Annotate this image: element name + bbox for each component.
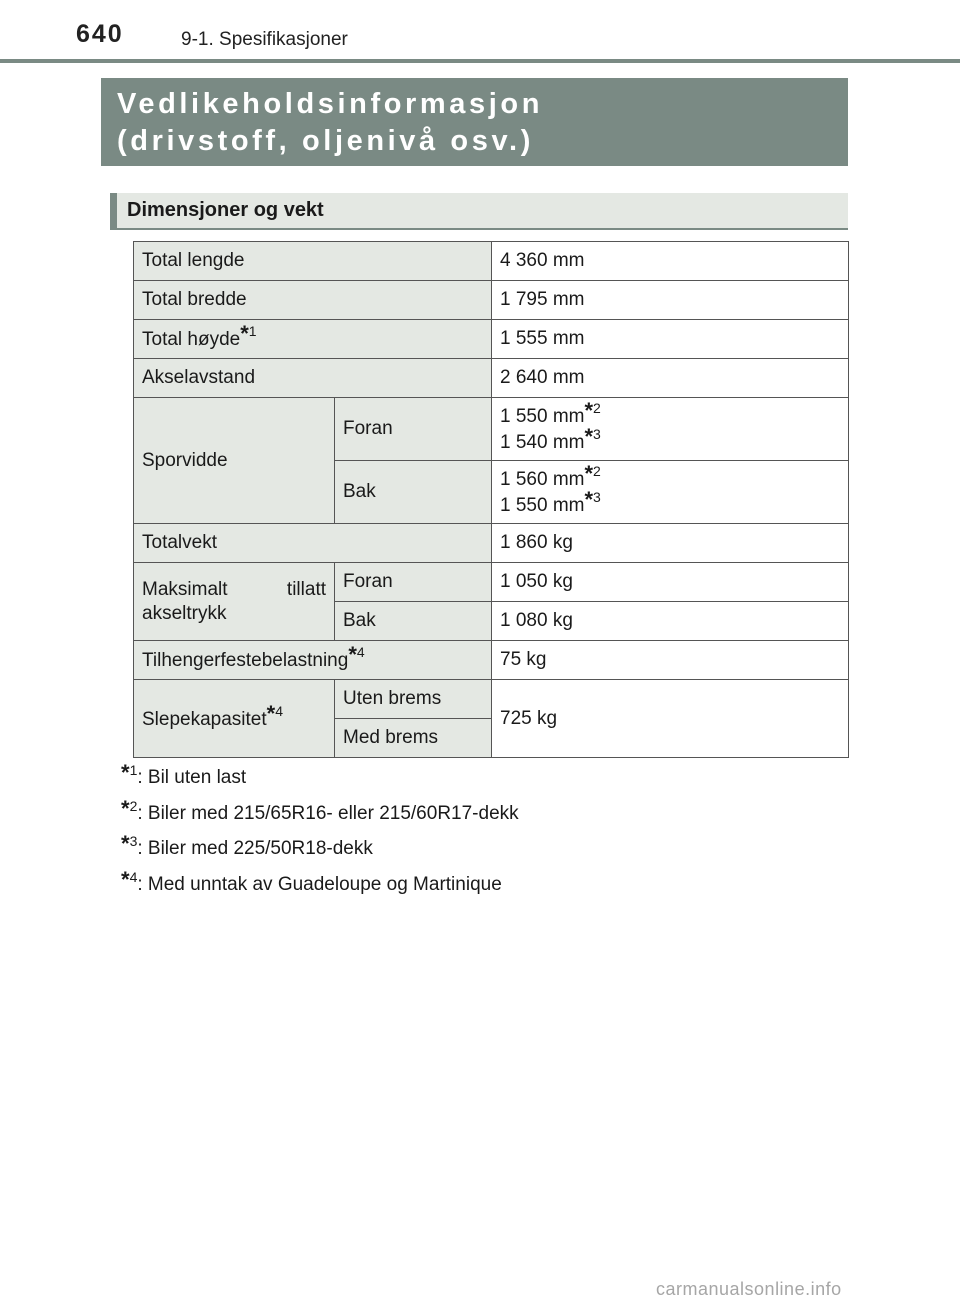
footnote-star: * bbox=[121, 866, 130, 892]
table-row bbox=[134, 320, 849, 359]
row-value: 1 560 mm*$^2$ 1 550 mm*$^3$ bbox=[492, 461, 849, 524]
table-row bbox=[134, 641, 849, 680]
section-heading bbox=[110, 193, 848, 230]
row-label: Maksimalt tillatt akseltrykk bbox=[134, 563, 335, 641]
section-heading-text: Dimensjoner og vekt bbox=[127, 199, 324, 221]
footnote bbox=[121, 831, 841, 867]
row-label: Total høyde*$^1$ bbox=[134, 320, 492, 359]
sub-label: Uten brems bbox=[335, 680, 492, 719]
sub-label: Bak bbox=[335, 602, 492, 641]
footnote-star: * bbox=[266, 700, 276, 726]
row-value: 725 kg bbox=[492, 680, 849, 758]
header-rule bbox=[0, 59, 960, 63]
sub-label: Foran bbox=[335, 563, 492, 602]
footnote-text: : Med unntak av Guadeloupe og Martinique bbox=[137, 873, 502, 895]
footnote-text: : Bil uten last bbox=[137, 767, 247, 788]
footnote-number: 1 bbox=[129, 762, 138, 778]
footnote-ref: 3 bbox=[593, 426, 601, 442]
page-title bbox=[101, 78, 848, 166]
page-title-line-1: Vedlikeholdsinformasjon bbox=[117, 88, 544, 120]
section-reference: 9-1. Spesifikasjoner bbox=[181, 29, 348, 50]
footnote bbox=[121, 867, 841, 903]
row-value: 1 795 mm bbox=[492, 281, 849, 320]
footnote bbox=[121, 796, 841, 832]
footnotes bbox=[121, 760, 841, 902]
row-value: 1 050 kg bbox=[492, 563, 849, 602]
footnote-text: : Biler med 225/50R18-dekk bbox=[137, 838, 373, 859]
footnote-star: * bbox=[348, 642, 357, 667]
table-row bbox=[134, 398, 849, 461]
footnote-ref: 1 bbox=[248, 323, 257, 339]
sub-label: Bak bbox=[335, 461, 492, 524]
footnote-number: 4 bbox=[129, 868, 138, 885]
footnote-star: * bbox=[584, 461, 594, 486]
footnote-number: 3 bbox=[129, 833, 138, 849]
page-header bbox=[0, 0, 960, 64]
row-value: 1 860 kg bbox=[492, 524, 849, 563]
table-row bbox=[134, 680, 849, 719]
footnote-star: * bbox=[584, 398, 594, 423]
table-row bbox=[134, 563, 849, 602]
row-value: 2 640 mm bbox=[492, 359, 849, 398]
footnote-star: * bbox=[240, 321, 249, 346]
table-row bbox=[134, 524, 849, 563]
sub-label: Med brems bbox=[335, 719, 492, 758]
watermark: carmanualsonline.info bbox=[656, 1279, 842, 1299]
footnote-ref: 4 bbox=[356, 644, 365, 660]
row-value: 4 360 mm bbox=[492, 242, 849, 281]
row-label: Total bredde bbox=[134, 281, 492, 320]
sub-label: Foran bbox=[335, 398, 492, 461]
row-value: 75 kg bbox=[492, 641, 849, 680]
row-value: 1 555 mm bbox=[492, 320, 849, 359]
row-label: Slepekapasitet*$^4$ bbox=[134, 680, 335, 758]
footnote-star: * bbox=[121, 760, 130, 785]
footnote bbox=[121, 760, 841, 796]
table-row bbox=[134, 359, 849, 398]
page-title-line-2: (drivstoff, oljenivå osv.) bbox=[117, 125, 534, 157]
footnote-ref: 4 bbox=[275, 702, 284, 719]
footnote-star: * bbox=[121, 795, 130, 821]
footnote-ref: 2 bbox=[593, 463, 601, 479]
row-label: Tilhengerfestebelastning*$^4$ bbox=[134, 641, 492, 680]
footnote-ref: 3 bbox=[593, 489, 601, 505]
row-value: 1 550 mm*$^2$ 1 540 mm*$^3$ bbox=[492, 398, 849, 461]
row-label: Totalvekt bbox=[134, 524, 492, 563]
spec-table bbox=[133, 241, 849, 758]
table-row bbox=[134, 242, 849, 281]
footnote-ref: 2 bbox=[593, 400, 601, 416]
page-number: 640 bbox=[76, 20, 124, 48]
row-label: Akselavstand bbox=[134, 359, 492, 398]
table-row bbox=[134, 281, 849, 320]
row-value: 1 080 kg bbox=[492, 602, 849, 641]
row-label: Total lengde bbox=[134, 242, 492, 281]
footnote-text: : Biler med 215/65R16- eller 215/60R17-dekk bbox=[137, 802, 519, 824]
footnote-number: 2 bbox=[129, 797, 138, 814]
row-label: Sporvidde bbox=[134, 398, 335, 524]
footnote-star: * bbox=[121, 831, 130, 856]
footnote-star: * bbox=[584, 424, 594, 449]
footnote-star: * bbox=[584, 487, 594, 512]
